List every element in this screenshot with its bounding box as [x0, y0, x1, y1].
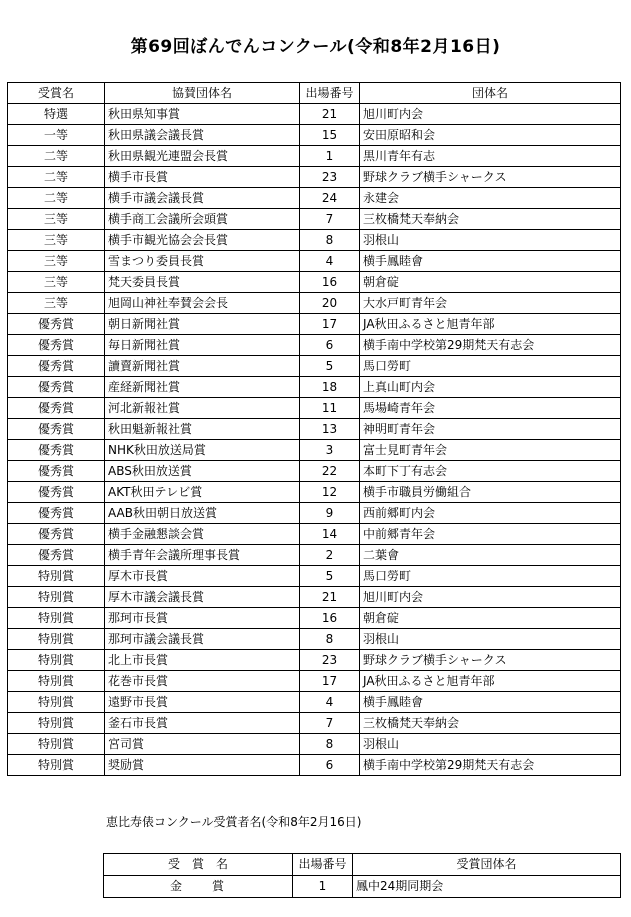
group-cell: 黒川青年有志 [360, 146, 621, 167]
table-row [8, 734, 621, 755]
entry-number-cell: 5 [300, 356, 360, 377]
group-cell: 二葉會 [360, 545, 621, 566]
table-row [8, 608, 621, 629]
header-award: 受賞名 [8, 83, 105, 104]
table-row [8, 692, 621, 713]
award-cell: 二等 [8, 167, 105, 188]
award-cell: 三等 [8, 230, 105, 251]
group-cell: JA秋田ふるさと旭青年部 [360, 314, 621, 335]
award-cell: 優秀賞 [8, 398, 105, 419]
entry-number-cell: 5 [300, 566, 360, 587]
sponsor-cell: 厚木市議会議長賞 [105, 587, 300, 608]
group-cell: 馬口勞町 [360, 356, 621, 377]
award-cell: 二等 [8, 188, 105, 209]
sponsor-cell: 横手金融懇談会賞 [105, 524, 300, 545]
group-cell: 朝倉碇 [360, 608, 621, 629]
table-row [8, 503, 621, 524]
ebisu-table-header [104, 854, 621, 876]
group-cell: 馬場崎青年会 [360, 398, 621, 419]
group-cell: 野球クラブ横手シャークス [360, 167, 621, 188]
header-group: 受賞団体名 [353, 854, 621, 876]
group-cell: 横手南中学校第29期梵天有志会 [360, 335, 621, 356]
table-row [8, 230, 621, 251]
award-cell: 特選 [8, 104, 105, 125]
group-cell: 馬口勞町 [360, 566, 621, 587]
table-row [8, 188, 621, 209]
sponsor-cell: 産経新聞社賞 [105, 377, 300, 398]
group-cell: 富士見町青年会 [360, 440, 621, 461]
sponsor-cell: 横手市長賞 [105, 167, 300, 188]
award-cell: 優秀賞 [8, 356, 105, 377]
table-row [8, 209, 621, 230]
table-row [8, 125, 621, 146]
table-row [104, 876, 621, 898]
entry-number-cell: 21 [300, 104, 360, 125]
award-cell: 特別賞 [8, 692, 105, 713]
award-cell: 優秀賞 [8, 482, 105, 503]
award-cell: 一等 [8, 125, 105, 146]
entry-number-cell: 1 [300, 146, 360, 167]
table-row [8, 146, 621, 167]
award-cell: 優秀賞 [8, 461, 105, 482]
sponsor-cell: 宮司賞 [105, 734, 300, 755]
group-cell: 横手市職員労働組合 [360, 482, 621, 503]
award-cell: 特別賞 [8, 734, 105, 755]
award-cell: 二等 [8, 146, 105, 167]
sponsor-cell: 雪まつり委員長賞 [105, 251, 300, 272]
ebisu-contest-title: 恵比寿俵コンクール受賞者名(令和8年2月16日) [106, 815, 362, 829]
group-cell: 神明町青年会 [360, 419, 621, 440]
sponsor-cell: 横手市観光協会会長賞 [105, 230, 300, 251]
entry-number-cell: 17 [300, 671, 360, 692]
sponsor-cell: 旭岡山神社奉賛会会長 [105, 293, 300, 314]
awards-table-header [8, 83, 621, 104]
table-row [8, 461, 621, 482]
entry-number-cell: 14 [300, 524, 360, 545]
table-row [8, 167, 621, 188]
group-cell: 野球クラブ横手シャークス [360, 650, 621, 671]
table-row [8, 713, 621, 734]
sponsor-cell: AKT秋田テレビ賞 [105, 482, 300, 503]
awards-table [7, 82, 621, 776]
award-cell: 特別賞 [8, 671, 105, 692]
sponsor-cell: 秋田県議会議長賞 [105, 125, 300, 146]
group-cell: 羽根山 [360, 629, 621, 650]
sponsor-cell: 釜石市長賞 [105, 713, 300, 734]
entry-number-cell: 8 [300, 629, 360, 650]
entry-number-cell: 2 [300, 545, 360, 566]
entry-number-cell: 7 [300, 209, 360, 230]
entry-number-cell: 20 [300, 293, 360, 314]
table-row [8, 545, 621, 566]
entry-number-cell: 18 [300, 377, 360, 398]
header-award: 受 賞 名 [104, 854, 293, 876]
table-row [8, 377, 621, 398]
award-cell: 三等 [8, 272, 105, 293]
group-cell: JA秋田ふるさと旭青年部 [360, 671, 621, 692]
table-row [8, 650, 621, 671]
sponsor-cell: 横手青年会議所理事長賞 [105, 545, 300, 566]
award-cell: 優秀賞 [8, 419, 105, 440]
header-number: 出場番号 [293, 854, 353, 876]
table-row [8, 587, 621, 608]
award-cell: 三等 [8, 251, 105, 272]
ebisu-awards-table [103, 853, 621, 898]
entry-number-cell: 24 [300, 188, 360, 209]
sponsor-cell: 秋田魁新報社賞 [105, 419, 300, 440]
group-cell: 大水戸町青年会 [360, 293, 621, 314]
table-row [8, 566, 621, 587]
entry-number-cell: 4 [300, 251, 360, 272]
entry-number-cell: 23 [300, 167, 360, 188]
entry-number-cell: 12 [300, 482, 360, 503]
entry-number-cell: 17 [300, 314, 360, 335]
table-row [8, 524, 621, 545]
group-cell: 旭川町内会 [360, 587, 621, 608]
header-sponsor: 協賛団体名 [105, 83, 300, 104]
table-row [8, 440, 621, 461]
entry-number-cell: 11 [300, 398, 360, 419]
entry-number-cell: 7 [300, 713, 360, 734]
sponsor-cell: 那珂市議会議長賞 [105, 629, 300, 650]
sponsor-cell: 花巻市長賞 [105, 671, 300, 692]
entry-number-cell: 8 [300, 230, 360, 251]
table-row [8, 482, 621, 503]
award-cell: 優秀賞 [8, 503, 105, 524]
entry-number-cell: 13 [300, 419, 360, 440]
header-number: 出場番号 [300, 83, 360, 104]
sponsor-cell: 奨励賞 [105, 755, 300, 776]
entry-number-cell: 3 [300, 440, 360, 461]
table-row [8, 356, 621, 377]
entry-number-cell: 21 [300, 587, 360, 608]
group-cell: 横手鳳睦會 [360, 692, 621, 713]
page-title: 第69回ぼんでんコンクール(令和8年2月16日) [130, 37, 501, 57]
group-cell: 鳳中24期同期会 [353, 876, 621, 898]
header-group: 団体名 [360, 83, 621, 104]
entry-number-cell: 4 [300, 692, 360, 713]
award-cell: 特別賞 [8, 566, 105, 587]
entry-number-cell: 6 [300, 335, 360, 356]
award-cell: 特別賞 [8, 608, 105, 629]
entry-number-cell: 6 [300, 755, 360, 776]
group-cell: 中前郷青年会 [360, 524, 621, 545]
sponsor-cell: 毎日新聞社賞 [105, 335, 300, 356]
award-cell: 三等 [8, 293, 105, 314]
table-row [8, 104, 621, 125]
table-row [8, 398, 621, 419]
entry-number-cell: 16 [300, 272, 360, 293]
sponsor-cell: AAB秋田朝日放送賞 [105, 503, 300, 524]
award-cell: 優秀賞 [8, 545, 105, 566]
sponsor-cell: 秋田県知事賞 [105, 104, 300, 125]
sponsor-cell: 北上市長賞 [105, 650, 300, 671]
entry-number-cell: 22 [300, 461, 360, 482]
sponsor-cell: 河北新報社賞 [105, 398, 300, 419]
table-row [8, 419, 621, 440]
table-row [8, 629, 621, 650]
entry-number-cell: 23 [300, 650, 360, 671]
table-row [8, 272, 621, 293]
table-row [8, 293, 621, 314]
table-row [8, 755, 621, 776]
award-cell: 特別賞 [8, 650, 105, 671]
entry-number-cell: 16 [300, 608, 360, 629]
table-row [8, 314, 621, 335]
award-cell: 優秀賞 [8, 524, 105, 545]
entry-number-cell: 1 [293, 876, 353, 898]
award-cell: 特別賞 [8, 755, 105, 776]
award-cell: 優秀賞 [8, 440, 105, 461]
sponsor-cell: 梵天委員長賞 [105, 272, 300, 293]
sponsor-cell: 朝日新聞社賞 [105, 314, 300, 335]
award-cell: 優秀賞 [8, 314, 105, 335]
table-row [8, 335, 621, 356]
sponsor-cell: 横手商工会議所会頭賞 [105, 209, 300, 230]
sponsor-cell: 那珂市長賞 [105, 608, 300, 629]
group-cell: 安田原昭和会 [360, 125, 621, 146]
group-cell: 西前郷町内会 [360, 503, 621, 524]
group-cell: 横手鳳睦會 [360, 251, 621, 272]
sponsor-cell: 秋田県観光連盟会長賞 [105, 146, 300, 167]
group-cell: 羽根山 [360, 734, 621, 755]
sponsor-cell: 厚木市長賞 [105, 566, 300, 587]
group-cell: 横手南中学校第29期梵天有志会 [360, 755, 621, 776]
sponsor-cell: 横手市議会議長賞 [105, 188, 300, 209]
award-cell: 特別賞 [8, 713, 105, 734]
group-cell: 上真山町内会 [360, 377, 621, 398]
group-cell: 三枚橋梵天奉納会 [360, 209, 621, 230]
group-cell: 本町下丁有志会 [360, 461, 621, 482]
sponsor-cell: ABS秋田放送賞 [105, 461, 300, 482]
entry-number-cell: 8 [300, 734, 360, 755]
sponsor-cell: 遠野市長賞 [105, 692, 300, 713]
group-cell: 旭川町内会 [360, 104, 621, 125]
group-cell: 永建会 [360, 188, 621, 209]
group-cell: 羽根山 [360, 230, 621, 251]
sponsor-cell: NHK秋田放送局賞 [105, 440, 300, 461]
sponsor-cell: 讀賣新聞社賞 [105, 356, 300, 377]
table-row [8, 671, 621, 692]
award-cell: 特別賞 [8, 629, 105, 650]
award-cell: 優秀賞 [8, 335, 105, 356]
award-cell: 特別賞 [8, 587, 105, 608]
award-cell: 優秀賞 [8, 377, 105, 398]
entry-number-cell: 9 [300, 503, 360, 524]
table-row [8, 251, 621, 272]
entry-number-cell: 15 [300, 125, 360, 146]
award-cell: 三等 [8, 209, 105, 230]
group-cell: 朝倉碇 [360, 272, 621, 293]
award-cell: 金 賞 [104, 876, 293, 898]
group-cell: 三枚橋梵天奉納会 [360, 713, 621, 734]
